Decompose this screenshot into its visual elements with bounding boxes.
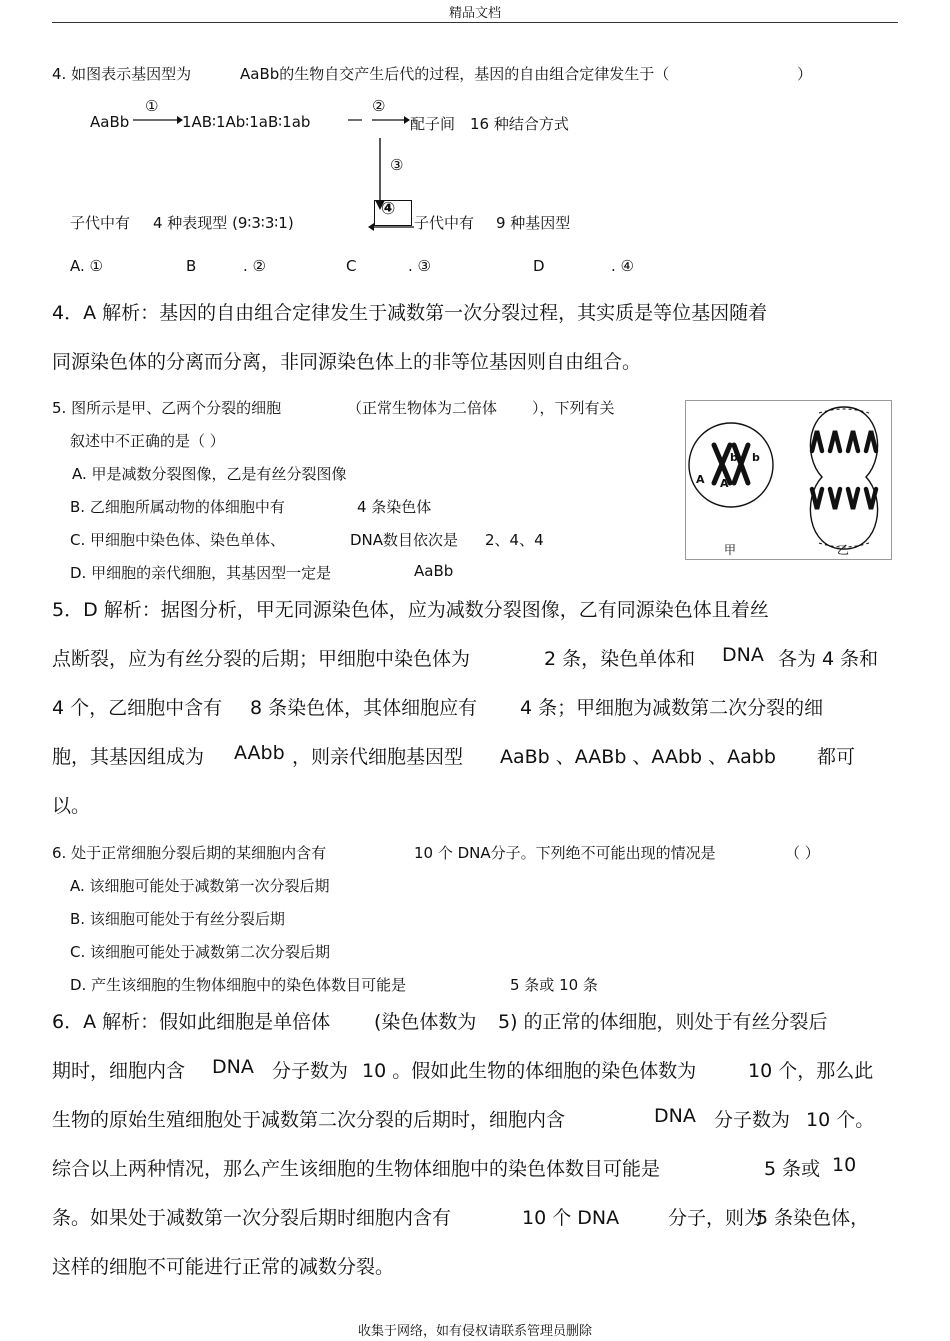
ans6-line4-c: 10 bbox=[832, 1154, 857, 1176]
ans5-line3-a: 4 个，乙细胞中含有 bbox=[52, 697, 223, 719]
ans6-line5-a: 条。如果处于减数第一次分裂后期时细胞内含有 bbox=[52, 1207, 452, 1229]
q4-start: AaBb bbox=[90, 113, 130, 131]
ans5-line2-c: DNA bbox=[722, 644, 764, 666]
ans6-line3-a: 生物的原始生殖细胞处于减数第二次分裂的后期时，细胞内含 bbox=[52, 1109, 566, 1131]
ans6-line1-a: 6．A 解析：假如此细胞是单倍体 bbox=[52, 1011, 331, 1033]
ans6-line1-c: 5) 的正常的体细胞，则处于有丝分裂后 bbox=[498, 1011, 828, 1033]
q4-genotypes-b: 9 种基因型 bbox=[496, 214, 571, 232]
q5-gene-b1: b bbox=[730, 451, 738, 464]
ans4-line2: 同源染色体的分离而分离，非同源染色体上的非等位基因则自由组合。 bbox=[52, 351, 642, 373]
q5-option-a: A. 甲是减数分裂图像，乙是有丝分裂图像 bbox=[72, 465, 347, 483]
header-rule bbox=[52, 22, 898, 23]
q4-combos-a: 配子间 bbox=[410, 115, 456, 133]
q5-option-b-a: B. 乙细胞所属动物的体细胞中有 bbox=[70, 498, 285, 516]
ans5-line2-a: 点断裂，应为有丝分裂的后期；甲细胞中染色体为 bbox=[52, 648, 471, 670]
q4-combos-b: 16 种结合方式 bbox=[470, 115, 569, 133]
q5-figure-drawing bbox=[686, 401, 891, 559]
q4-option-b-val: . ② bbox=[243, 257, 266, 275]
q4-gametes: 1AB∶1Ab∶1aB∶1ab bbox=[182, 113, 311, 131]
q4-option-d: D bbox=[533, 257, 545, 275]
ans6-line2-d: 10 。假如此生物的体细胞的染色体数为 bbox=[362, 1060, 697, 1082]
q5-option-c-b: DNA数目依次是 bbox=[350, 531, 459, 549]
ans5-line1: 5．D 解析：据图分析，甲无同源染色体，应为减数分裂图像，乙有同源染色体且着丝 bbox=[52, 599, 769, 621]
page-header: 精品文档 bbox=[448, 6, 501, 21]
q5-option-d-a: D. 甲细胞的亲代细胞，其基因型一定是 bbox=[70, 564, 332, 582]
q4-option-b: B bbox=[186, 257, 197, 275]
ans6-line6: 这样的细胞不可能进行正常的减数分裂。 bbox=[52, 1256, 395, 1278]
q6-stem-b: 10 个 DNA分子。下列绝不可能出现的情况是 bbox=[414, 844, 716, 862]
q4-stem-c: ） bbox=[797, 65, 813, 83]
q4-stem-a: 4. 如图表示基因型为 bbox=[52, 65, 192, 83]
ans5-line2-d: 各为 4 条和 bbox=[778, 648, 879, 670]
q4-step1: ① bbox=[145, 97, 159, 115]
q6-option-c: C. 该细胞可能处于减数第二次分裂后期 bbox=[70, 943, 331, 961]
q5-stem2: 叙述中不正确的是（ ） bbox=[70, 432, 225, 450]
q5-gene-a2: A bbox=[720, 477, 729, 490]
q4-step3: ③ bbox=[390, 156, 404, 174]
q6-option-a: A. 该细胞可能处于减数第一次分裂后期 bbox=[70, 877, 330, 895]
q4-stem-b: AaBb的生物自交产生后代的过程，基因的自由组合定律发生于（ bbox=[240, 65, 670, 83]
q4-option-d-val: . ④ bbox=[611, 257, 634, 275]
ans6-line5-d: 5 条染色体， bbox=[756, 1207, 870, 1229]
ans4-line1: 4．A 解析：基因的自由组合定律发生于减数第一次分裂过程，其实质是等位基因随着 bbox=[52, 302, 768, 324]
ans6-line4-b: 5 条或 bbox=[764, 1158, 821, 1180]
q5-stem-b: （正常生物体为二倍体 bbox=[347, 399, 498, 417]
q4-step4: ④ bbox=[381, 199, 396, 219]
ans5-line4-b: AAbb bbox=[234, 742, 285, 764]
q5-label-yi: 乙 bbox=[837, 543, 850, 557]
q6-option-d-a: D. 产生该细胞的生物体细胞中的染色体数目可能是 bbox=[70, 976, 407, 994]
page-footer: 收集于网络，如有侵权请联系管理员删除 bbox=[357, 1324, 592, 1339]
q5-gene-a1: A bbox=[696, 473, 705, 486]
q5-gene-b2: b bbox=[752, 451, 760, 464]
ans6-line3-c: 分子数为 bbox=[714, 1109, 791, 1131]
q5-stem-c: ），下列有关 bbox=[532, 399, 615, 417]
ans6-line2-b: DNA bbox=[212, 1056, 254, 1078]
ans6-line3-b: DNA bbox=[654, 1105, 696, 1127]
ans6-line1-b: (染色体数为 bbox=[374, 1011, 477, 1033]
ans5-line4-e: 都可 bbox=[817, 746, 856, 768]
q4-genotypes-a: 子代中有 bbox=[414, 214, 475, 232]
ans6-line4-a: 综合以上两种情况，那么产生该细胞的生物体细胞中的染色体数目可能是 bbox=[52, 1158, 661, 1180]
ans5-line5: 以。 bbox=[52, 795, 91, 817]
ans5-line4-c: ，则亲代细胞基因型 bbox=[292, 746, 464, 768]
ans6-line5-c: 分子，则为 bbox=[668, 1207, 764, 1229]
q4-step2: ② bbox=[372, 97, 386, 115]
ans6-line2-a: 期时，细胞内含 bbox=[52, 1060, 186, 1082]
q4-arrow1 bbox=[133, 110, 183, 130]
q5-figure bbox=[685, 400, 892, 560]
ans5-line4-d: AaBb 、AABb 、AAbb 、Aabb bbox=[500, 746, 776, 768]
q6-stem-c: （ ） bbox=[785, 844, 820, 862]
q5-option-c-c: 2、4、4 bbox=[485, 531, 544, 549]
ans6-line3-d: 10 个。 bbox=[806, 1109, 875, 1131]
q4-arrow2 bbox=[348, 110, 410, 130]
q4-phenotypes-b: 4 种表现型 (9∶3∶3∶1) bbox=[153, 214, 294, 232]
ans5-line3-b: 8 条染色体，其体细胞应有 bbox=[250, 697, 478, 719]
ans5-line4-a: 胞，其基因组成为 bbox=[52, 746, 205, 768]
q6-option-d-b: 5 条或 10 条 bbox=[510, 976, 598, 994]
q4-phenotypes-a: 子代中有 bbox=[70, 214, 131, 232]
q5-option-b-b: 4 条染色体 bbox=[357, 498, 432, 516]
ans5-line3-c: 4 条；甲细胞为减数第二次分裂的细 bbox=[520, 697, 824, 719]
q4-option-c-val: . ③ bbox=[408, 257, 431, 275]
q4-option-a: A. ① bbox=[70, 257, 103, 275]
q5-label-jia: 甲 bbox=[724, 543, 737, 557]
q5-stem-a: 5. 图所示是甲、乙两个分裂的细胞 bbox=[52, 399, 282, 417]
ans6-line5-b: 10 个 DNA bbox=[522, 1207, 620, 1229]
q4-option-c: C bbox=[346, 257, 357, 275]
ans6-line2-c: 分子数为 bbox=[272, 1060, 349, 1082]
ans6-line2-e: 10 个，那么此 bbox=[748, 1060, 874, 1082]
q5-option-c-a: C. 甲细胞中染色体、染色单体、 bbox=[70, 531, 286, 549]
q6-stem-a: 6. 处于正常细胞分裂后期的某细胞内含有 bbox=[52, 844, 327, 862]
q5-option-d-b: AaBb bbox=[414, 562, 454, 580]
q6-option-b: B. 该细胞可能处于有丝分裂后期 bbox=[70, 910, 285, 928]
ans5-line2-b: 2 条，染色单体和 bbox=[544, 648, 696, 670]
q4-arrow4 bbox=[368, 220, 414, 234]
